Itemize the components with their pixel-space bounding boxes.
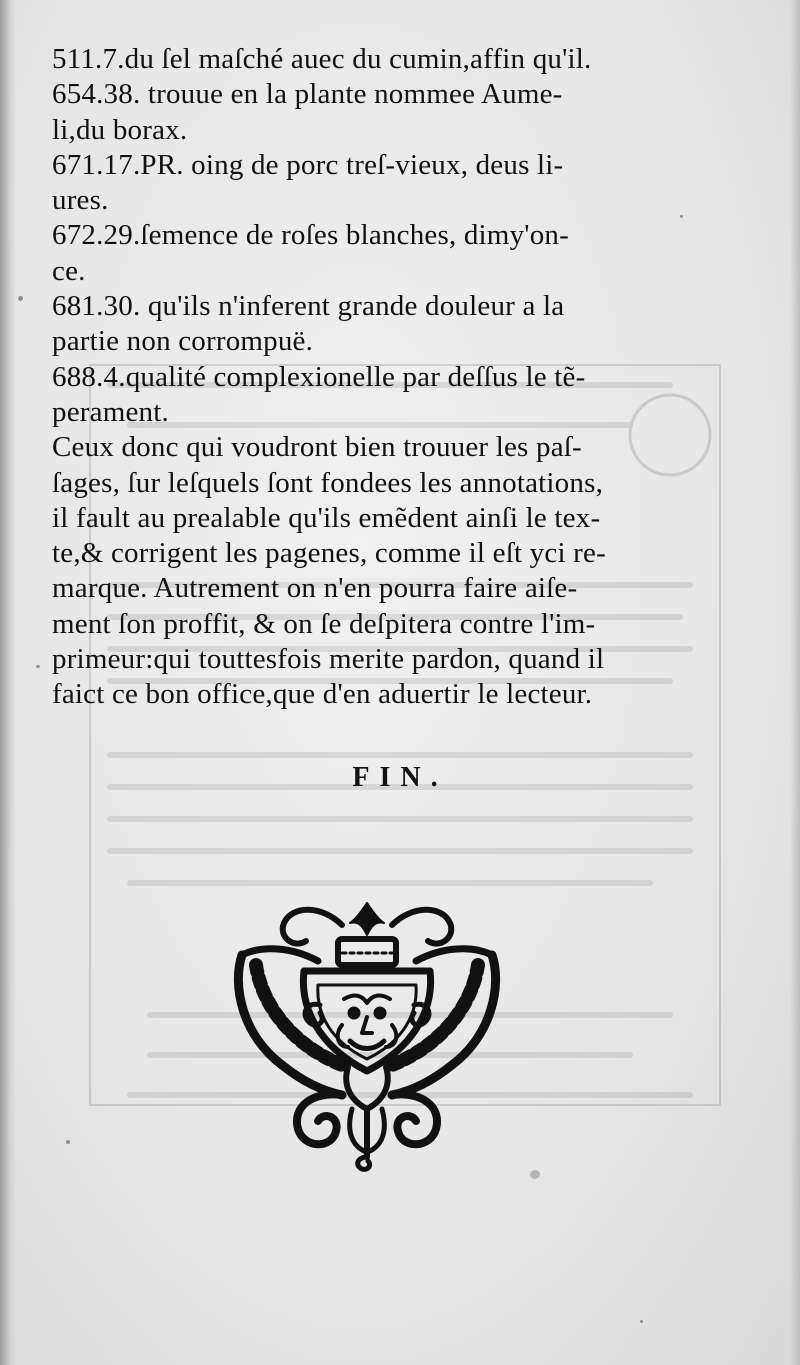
printers-ornament-icon bbox=[222, 895, 512, 1175]
text-line: primeur:qui touttesfois merite pardon, quand il bbox=[52, 643, 605, 676]
paper-speck bbox=[640, 1320, 643, 1323]
text-line: Ceux donc qui voudront bien trouuer les paſ- bbox=[52, 431, 582, 464]
paper-speck bbox=[680, 215, 683, 218]
text-line: te,& corrigent les pagenes, comme il eſt yci re- bbox=[52, 537, 606, 570]
text-line: 672.29.ſemence de roſes blanches, dimy'on- bbox=[52, 219, 569, 252]
text-line: 671.17.PR. oing de porc treſ-vieux, deus li- bbox=[52, 148, 564, 181]
text-line: il fault au prealable qu'ils emẽdent ainſi le tex- bbox=[52, 501, 601, 534]
text-line: 654.38. trouue en la plante nommee Aume- bbox=[52, 78, 563, 111]
text-line: ures. bbox=[52, 184, 109, 217]
fin-heading: FIN. bbox=[352, 762, 448, 793]
document-text bbox=[52, 42, 732, 713]
paper-speck bbox=[530, 1170, 540, 1179]
text-line: 511.7.du ſel maſché auec du cumin,affin qu'il. bbox=[52, 43, 592, 75]
text-line: perament. bbox=[52, 395, 169, 428]
text-line: ce. bbox=[52, 254, 86, 287]
text-line: li,du borax. bbox=[52, 113, 188, 146]
paper-speck bbox=[18, 296, 23, 301]
text-line: partie non corrompuë. bbox=[52, 325, 314, 358]
text-line: ſages, ſur leſquels ſont fondees les annotations, bbox=[52, 466, 604, 499]
text-line: 681.30. qu'ils n'inferent grande douleur a la bbox=[52, 290, 565, 323]
page-gutter-shadow bbox=[0, 0, 16, 1365]
text-line: 688.4.qualité complexionelle par deſſus le tẽ- bbox=[52, 360, 586, 393]
text-line: marque. Autrement on n'en pourra faire aiſe- bbox=[52, 572, 578, 605]
text-line: ment ſon proffit, & on ſe deſpitera contre l'im- bbox=[52, 607, 596, 640]
paper-speck bbox=[36, 665, 40, 668]
text-line: faict ce bon office,que d'en aduertir le lecteur. bbox=[52, 678, 593, 711]
paper-speck bbox=[66, 1140, 70, 1144]
page-edge-shadow bbox=[790, 0, 800, 1365]
